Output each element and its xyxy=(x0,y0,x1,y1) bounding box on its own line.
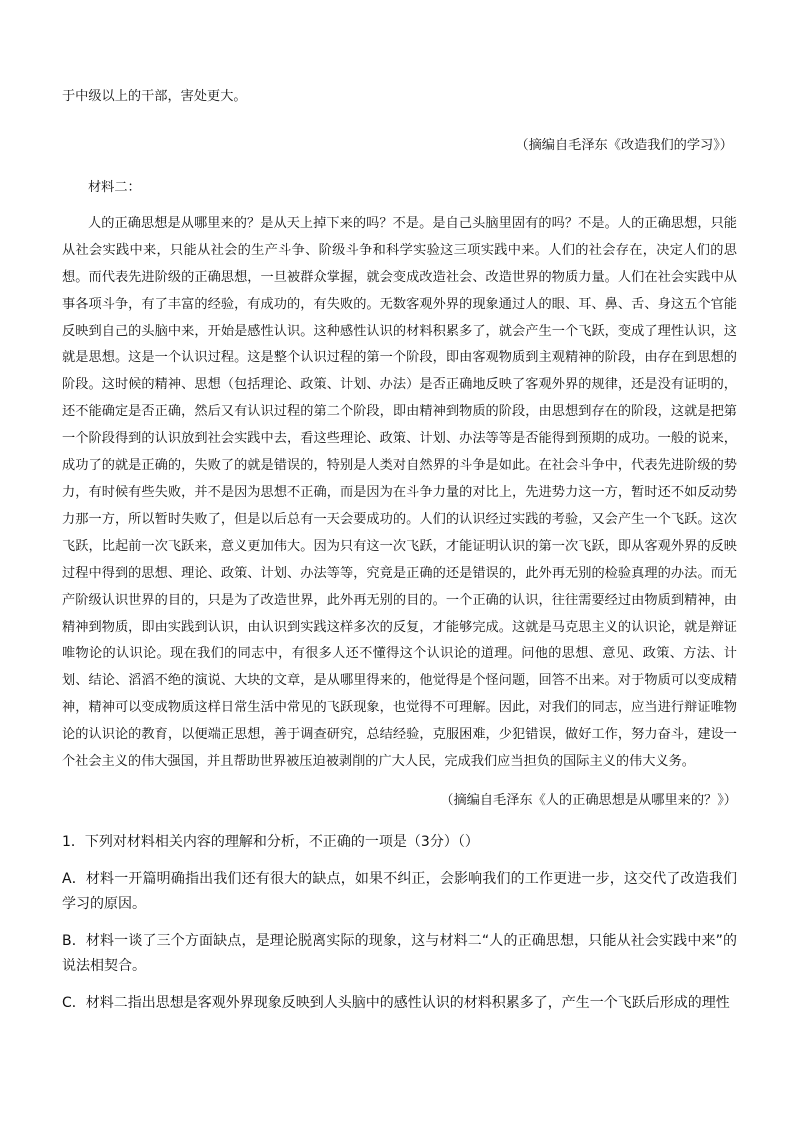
material-two-source: （摘编自毛泽东《人的正确思想是从哪里来的？》） xyxy=(440,792,737,808)
material-two-label: 材料二： xyxy=(88,179,141,195)
material-two-body: 人的正确思想是从哪里来的？是从天上掉下来的吗？不是。是自己头脑里固有的吗？不是。人的正确思想，只能从社会实践中来，只能从社会的生产斗争、阶级斗争和科学实验这三项实践中来。人们的社会存在，决定人们的思想。而代表先进阶级的正确思想，一旦被群众掌握，就会变成改造社会、改造世界的物质力量。人们在社会实践中从事各项斗争，有了丰富的经验，有成功的，有失败的。无数客观外界的现象通过人的眼、耳、鼻、舌、身这五个官能反映到自己的头脑中来，开始是感性认识。这种感性认识的材料积累多了，就会产生一个飞跃，变成了理性认识，这就是思想。这是一个认识过程。这是整个认识过程的第一个阶段，即由客观物质到主观精神的阶段，由存在到思想的阶段。这时候的精神、思想（包括理论、政策、计划、办法）是否正确地反映了客观外界的规律，还是没有证明的，还不能确定是否正确，然后又有认识过程的第二个阶段，即由精神到物质的阶段，由思想到存在的阶段，这就是把第一个阶段得到的认识放到社会实践中去，看这些理论、政策、计划、办法等等是否能得到预期的成功。一般的说来，成功了的就是正确的，失败了的就是错误的，特别是人类对自然界的斗争是如此。在社会斗争中，代表先进阶级的势力，有时候有些失败，并不是因为思想不正确，而是因为在斗争力量的对比上，先进势力这一方，暂时还不如反动势力那一方，所以暂时失败了，但是以后总有一天会要成功的。人们的认识经过实践的考验，又会产生一个飞跃。这次飞跃，比起前一次飞跃来，意义更加伟大。因为只有这一次飞跃，才能证明认识的第一次飞跃，即从客观外界的反映过程中得到的思想、理论、政策、计划、办法等等，究竟是正确的还是错误的，此外再无别的检验真理的办法。而无产阶级认识世界的目的，只是为了改造世界，此外再无别的目的。一个正确的认识，往往需要经过由物质到精神，由精神到物质，即由实践到认识，由认识到实践这样多次的反复，才能够完成。这就是马克思主义的认识论，就是辩证唯物论的认识论。现在我们的同志中，有很多人还不懂得这个认识论的道理。问他的思想、意见、政策、方法、计划、结论、滔滔不绝的演说、大块的文章，是从哪里得来的，他觉得是个怪问题，回答不出来。对于物质可以变成精神，精神可以变成物质这样日常生活中常见的飞跃现象，也觉得不可理解。因此，对我们的同志，应当进行辩证唯物论的认识论的教育，以便端正思想，善于调查研究，总结经验，克服困难，少犯错误，做好工作，努力奋斗，建设一个社会主义的伟大强国，并且帮助世界被压迫被剥削的广大人民，完成我们应当担负的国际主义的伟大义务。 xyxy=(62,215,737,770)
material-one-source: （摘编自毛泽东《改造我们的学习》） xyxy=(515,137,733,153)
option-c: C．材料二指出思想是客观外界现象反映到人头脑中的感性认识的材料积累多了，产生一个飞跃后形成的理性 xyxy=(62,994,730,1011)
option-a: A．材料一开篇明确指出我们还有很大的缺点，如果不纠正，会影响我们的工作更进一步，这交代了改造我们学习的原因。 xyxy=(62,870,737,912)
question-stem: 1．下列对材料相关内容的理解和分析，不正确的一项是（3分）（） xyxy=(62,833,479,850)
option-b: B．材料一谈了三个方面缺点，是理论脱离实际的现象，这与材料二“人的正确思想，只能从社会实践中来”的说法相契合。 xyxy=(62,932,737,974)
material-one-tail: 于中级以上的干部，害处更大。 xyxy=(62,89,247,104)
document-page xyxy=(62,84,737,1028)
